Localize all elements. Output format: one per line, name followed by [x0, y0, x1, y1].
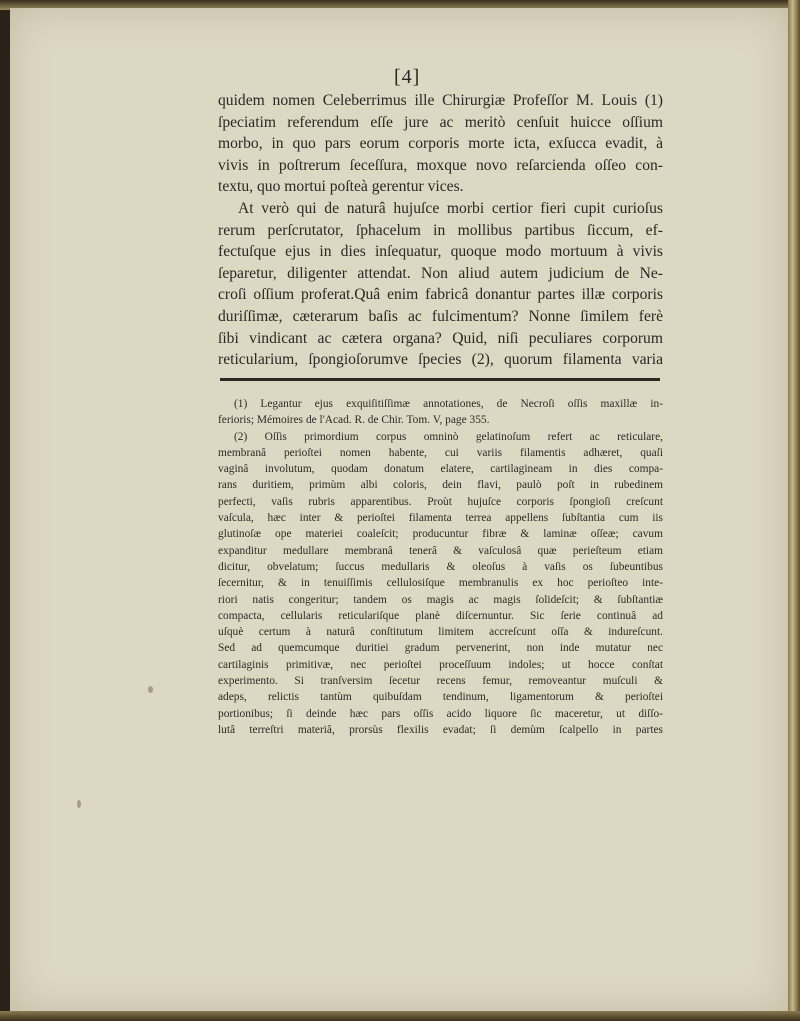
page-number: [4] [394, 66, 421, 88]
book-spine-edge [788, 0, 800, 1021]
footnote-line: (2) Oſſis primordium corpus omninò gelatinoſum refert ac reticulare, [234, 430, 663, 443]
main-text-line: ſibi vindicant ac cætera organa? Quid, niſi peculiares corporum [218, 329, 663, 347]
main-text-line: quidem nomen Celeberrimus ille Chirurgiæ Profeſſor M. Louis (1) [218, 92, 663, 109]
footnote-line: membranâ perioſtei nomen habente, cui variis filamentis adhæret, quaſi [218, 446, 663, 459]
main-text [218, 90, 663, 371]
footnote-line: uſquè certum à naturâ conſtitutum limitem accreſcunt oſſa & indureſcunt. [218, 626, 663, 639]
footnote-line: adeps, relictis tantùm quibuſdam tendinum, ligamentorum & perioſtei [218, 691, 663, 704]
main-text-line: croſi oſſium proferat.Quâ enim fabricâ donantur partes illæ corporis [218, 286, 663, 304]
footnote-line: expanditur medullare membranâ tenerâ & vaſculosâ quæ perieſteum etiam [218, 544, 663, 557]
footnote-line: ſecernitur, & in tenuiſſimis cellulosiſque membranulis ex hoc perioſteo inte- [218, 577, 663, 590]
footnote-line: rans duritiem, primùm albi coloris, dein flavi, paulò poſt in rubedinem [218, 479, 663, 492]
footnote-line: dicitur, obvelatum; ſuccus medullaris & oleoſus à vaſis os ſubeuntibus [218, 560, 663, 573]
footnote-line: Sed ad quemcumque duritiei gradum pervenerint, non inde mutatur nec [218, 642, 663, 655]
main-text-line: rerum perſcrutator, ſphacelum in mollibus partibus ſiccum, ef- [218, 221, 663, 239]
main-text-line: ſeparetur, diligenter attendat. Non aliud autem judicium de Ne- [218, 264, 663, 282]
main-text-line: textu, quo mortui poſteà gerentur vices. [218, 178, 464, 196]
main-text-line: fectuſque ejus in dies inſequatur, quoque modo mortuum à vivis [218, 243, 663, 261]
footnote-line: (1) Legantur ejus exquiſitiſſimæ annotationes, de Necroſi oſſis maxillæ in- [234, 398, 663, 410]
footnote-line: cartilaginis primitivæ, nec perioſtei proceſſuum indoles; ut hocce conſtat [218, 658, 663, 671]
footnote-line: lutâ terreſtri materiâ, prorsùs flexilis evadat; ſi demùm ſcalpello in partes [218, 723, 663, 736]
main-text-line: duriſſimæ, cæterarum baſis ac fulcimentum? Nonne ſimilem ferè [218, 307, 663, 325]
main-text-line: At verò qui de naturâ hujuſce morbi certior fieri cupit curioſus [238, 199, 663, 217]
main-text-line: vivis in poſtrerum ſeceſſura, moxque novo reſarcienda oſſeo con- [218, 156, 663, 174]
footnotes [218, 396, 663, 738]
footnote-line: perfecti, vaſis rubris apparentibus. Proùt hujuſce corporis ſpongioſi creſcunt [218, 495, 663, 508]
footnote-line: vaginâ involutum, quodam donatum elatere, cartilagineam in dies compa- [218, 463, 663, 476]
main-text-line: ſpeciatim referendum eſſe jure ac meritò cenſuit huicce oſſium [218, 113, 663, 131]
footnote-line: glutinoſæ ope materiei coaleſcit; producuntur fibræ & laminæ oſſeæ; cavum [218, 528, 663, 541]
ink-speck [148, 686, 153, 693]
footnote-line: portionibus; ſi deinde hæc pars oſſis acido liquore ſic maceretur, ut diſſo- [218, 707, 663, 720]
footnote-separator-rule [220, 378, 660, 381]
footnote-line: experimento. Si tranſversim ſecetur recens femur, removeantur muſculi & [218, 675, 663, 688]
page-edge-bottom [0, 1011, 800, 1021]
main-text-line: reticularium, ſpongioſorumve ſpecies (2), quorum filamenta varia [218, 351, 663, 369]
footnote-line: compacta, cellularis reticulariſque planè diſcernuntur. Sic ſerie continuâ ad [218, 609, 663, 622]
footnote-line: vaſcula, hæc inter & perioſtei filamenta terrea appellens ſubſtantia cum iis [218, 512, 663, 525]
main-text-line: morbo, in quo pars eorum corporis morte icta, exſucca evadit, à [218, 135, 663, 153]
ink-speck [77, 800, 81, 808]
footnote-line: riori natis congeritur; tandem os magis ac magis ſolideſcit; & ſubſtantiæ [218, 593, 663, 606]
footnote-line: ferioris; Mémoires de l'Acad. R. de Chir. Tom. V, page 355. [218, 414, 490, 427]
